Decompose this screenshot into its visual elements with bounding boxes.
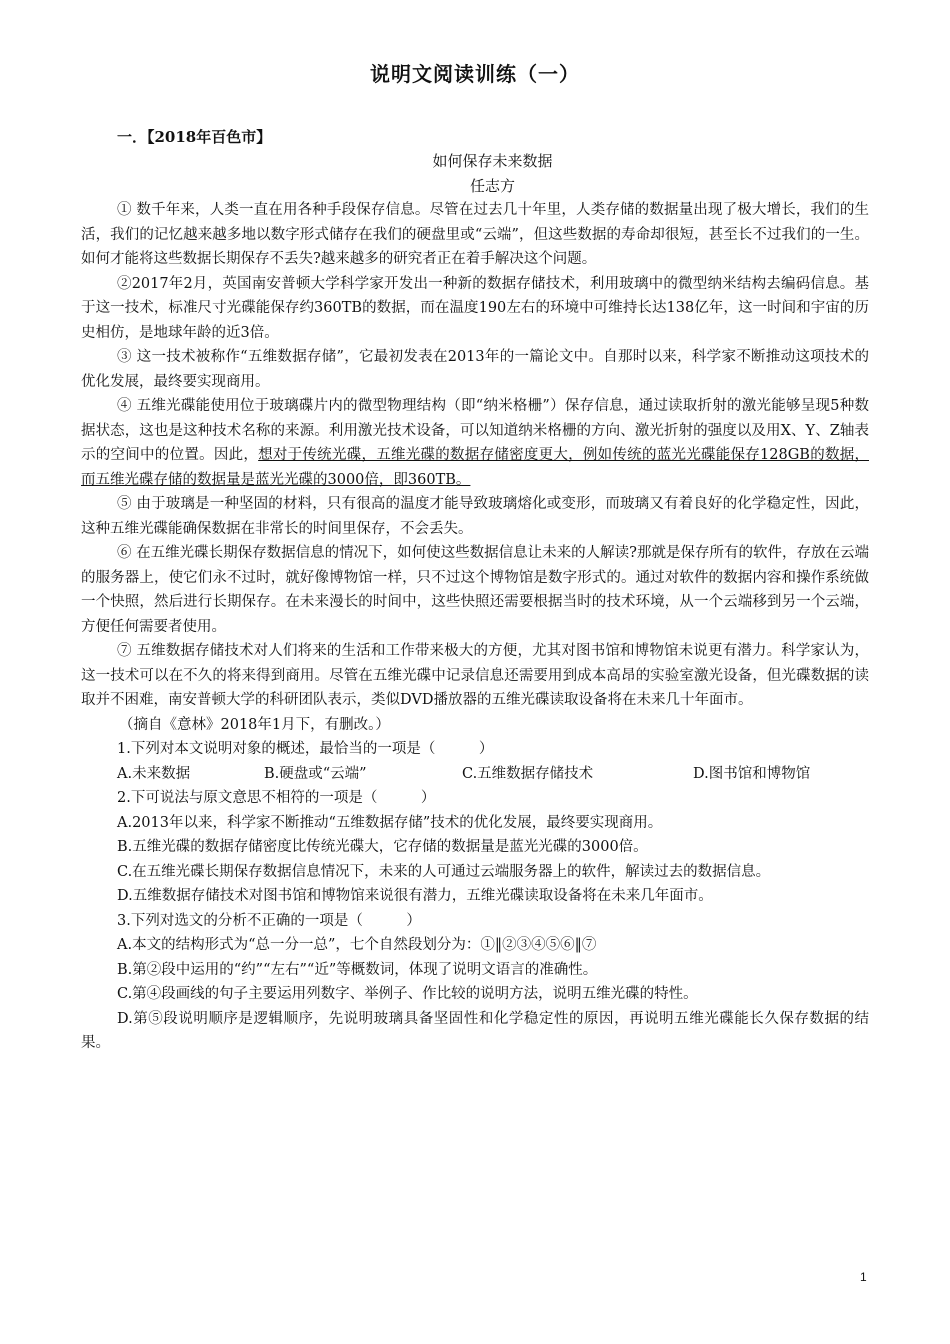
- q3-option-c: C.第④段画线的句子主要运用列数字、举例子、作比较的说明方法，说明五维光碟的特性。: [117, 986, 698, 1002]
- paragraph-6: ⑥ 在五维光碟长期保存数据信息的情况下，如何使这些数据信息让未来的人解读?那就是保存所有的软件，存放在云端的服务器上，使它们永不过时，就好像博物馆一样，只不过这个博物馆是数字形式的。通过对软件的数据内容和操作系统做一个快照，然后进行长期保存。在未来漫长的时间中，这些快照还需要根据当时的技术环境，从一个云端移到另一个云端，方便任何需要者使用。: [81, 545, 869, 635]
- question-3-stem: 3.下列对选文的分析不正确的一项是（ ）: [117, 912, 421, 929]
- question-1-options: [81, 762, 869, 787]
- source-note: （摘自《意林》2018年1月下，有删改。）: [119, 716, 390, 733]
- paragraph-3: ③ 这一技术被称作“五维数据存储”，它最初发表在2013年的一篇论文中。自那时以来，科学家不断推动这项技术的优化发展，最终要实现商用。: [81, 349, 869, 390]
- q2-option-b: B.五维光碟的数据存储密度比传统光碟大，它存储的数据量是蓝光光碟的3000倍。: [117, 839, 648, 855]
- q3-option-b: B.第②段中运用的“约”“左右”“近”等概数词，体现了说明文语言的准确性。: [117, 961, 598, 978]
- q1-option-d: D.图书馆和博物馆: [693, 765, 811, 782]
- paragraph-5: ⑤ 由于玻璃是一种坚固的材料，只有很高的温度才能导致玻璃熔化或变形，而玻璃又有着良好的化学稳定性，因此，这种五维光碟能确保数据在非常长的时间里保存，不会丢失。: [81, 496, 869, 537]
- paragraph-2: ②2017年2月，英国南安普顿大学科学家开发出一种新的数据存储技术，利用玻璃中的微型纳米结构去编码信息。基于这一技术，标准尺寸光碟能保存约360TB的数据，而在温度190左右的环境中可维持长达138亿年，这一时间和宇宙的历史相仿，是地球年龄的近3倍。: [81, 275, 869, 341]
- page-number: 1: [860, 1270, 867, 1284]
- paragraph-4: [81, 394, 869, 492]
- article-author: 任志方: [469, 177, 515, 195]
- q3-option-a: A.本文的结构形式为“总一分一总”，七个自然段划分为：①‖②③④⑤⑥‖⑦: [117, 937, 597, 953]
- q2-option-c: C.在五维光碟长期保存数据信息情况下，未来的人可通过云端服务器上的软件，解读过去的数据信息。: [117, 863, 771, 880]
- q1-option-b: B.硬盘或“云端”: [264, 765, 367, 782]
- article-title: 如何保存未来数据: [432, 152, 553, 170]
- q2-option-d: D.五维数据存储技术对图书馆和博物馆来说很有潜力，五维光碟读取设备将在未来几年面市。: [117, 888, 713, 904]
- paragraph-1: ① 数千年来，人类一直在用各种手段保存信息。尽管在过去几十年里，人类存储的数据量出现了极大增长，我们的生活，我们的记忆越来越多地以数字形式储存在我们的硬盘里或“云端”，但这些数据的寿命却很短，甚至长不过我们的一生。如何才能将这些数据长期保存不丢失?越来越多的研究者正在着手解决这个问题。: [81, 202, 869, 267]
- q1-option-c: C.五维数据存储技术: [462, 765, 594, 782]
- article-body: [81, 198, 869, 1056]
- question-2-stem: 2.下可说法与原文意思不相符的一项是（ ）: [117, 790, 436, 806]
- paragraph-4-text: ④ 五维光碟能使用位于玻璃碟片内的微型物理结构（即“纳米格栅”）保存信息，通过读取折射的激光能够呈现5种数据状态，这也是这种技术名称的来源。利用激光技术设备，可以知道纳米格栅的方向、激光折射的强度以及用X、Y、Z轴表示的空间中的位置。因此，: [81, 398, 869, 463]
- page-title: 说明文阅读训练（一）: [370, 62, 580, 86]
- q2-option-a: A.2013年以来，科学家不断推动“五维数据存储”技术的优化发展，最终要实现商用。: [117, 814, 663, 831]
- section-heading: 一．【2018年百色市】: [117, 128, 272, 146]
- q3-option-d: D.第⑤段说明顺序是逻辑顺序，先说明玻璃具备坚固性和化学稳定性的原因，再说明五维光碟能长久保存数据的结果。: [81, 1010, 869, 1051]
- underlined-sentence: 想对于传统光碟，五维光碟的数据存储密度更大，例如传统的蓝光光碟能保存128GB的数据，而五维光碟存储的数据量是蓝光光碟的3000倍，即360TB。: [81, 447, 869, 488]
- paragraph-7: ⑦ 五维数据存储技术对人们将来的生活和工作带来极大的方便，尤其对图书馆和博物馆未说更有潜力。科学家认为，这一技术可以在不久的将来得到商用。尽管在五维光碟中记录信息还需要用到成本高昂的实验室激光设备，但光碟数据的读取并不困难，南安普顿大学的科研团队表示，类似DVD播放器的五维光碟读取设备将在未来几十年面市。: [81, 643, 869, 708]
- question-1-stem: 1.下列对本文说明对象的概述，最恰当的一项是（ ）: [117, 741, 494, 757]
- q1-option-a: A.未来数据: [117, 765, 191, 782]
